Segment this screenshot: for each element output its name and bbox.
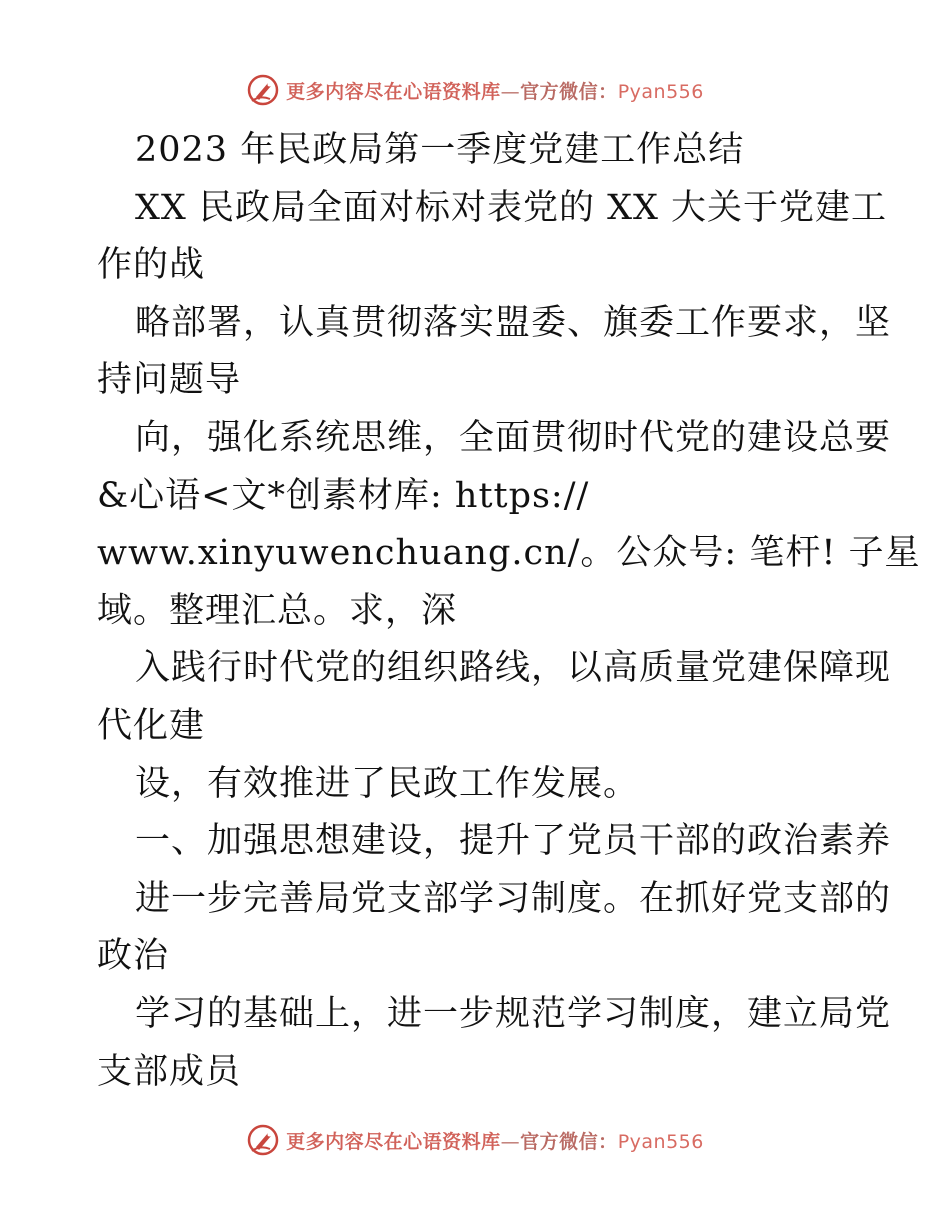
text-line: www.xinyuwenchuang.cn/。公众号: 笔杆! 子星	[97, 533, 921, 574]
banner-wechat-id: Pyan556	[617, 80, 704, 103]
text-line: 代化建	[97, 705, 206, 746]
text-line: 作的战	[97, 245, 206, 286]
document-body	[97, 122, 921, 1101]
text-line: 2023 年民政局第一季度党建工作总结	[135, 130, 745, 170]
text-line: 略部署，认真贯彻落实盟委、旗委工作要求，坚	[135, 302, 892, 343]
banner-wechat-id: Pyan556	[617, 1130, 704, 1153]
banner-wechat-label: 官方微信：	[520, 1130, 618, 1153]
text-line: 支部成员	[97, 1051, 242, 1092]
text-line: &心语<文*创素材库: https://	[97, 475, 590, 516]
banner-wechat-label: 官方微信：	[520, 80, 618, 103]
header-watermark-banner	[0, 70, 950, 110]
banner-site-text: 更多内容尽在心语资料库	[286, 1130, 501, 1153]
pen-nib-seal-icon	[246, 1123, 280, 1157]
text-line: XX 民政局全面对标对表党的 XX 大关于党建工	[135, 187, 888, 228]
text-line: 政治	[97, 936, 170, 977]
footer-watermark-banner	[0, 1120, 950, 1160]
banner-separator: —	[500, 1130, 521, 1153]
text-line: 学习的基础上，进一步规范学习制度，建立局党	[135, 993, 892, 1034]
text-line: 向，强化系统思维，全面贯彻时代党的建设总要	[135, 417, 892, 458]
banner-text	[286, 77, 704, 104]
text-line: 进一步完善局党支部学习制度。在抓好党支部的	[135, 878, 892, 919]
text-line: 设，有效推进了民政工作发展。	[135, 763, 640, 804]
text-line: 持问题导	[97, 360, 242, 401]
text-line: 入践行时代党的组织路线，以高质量党建保障现	[135, 648, 892, 689]
banner-site-text: 更多内容尽在心语资料库	[286, 80, 501, 103]
banner-separator: —	[500, 80, 521, 103]
text-line: 一、加强思想建设，提升了党员干部的政治素养	[135, 821, 892, 862]
text-line: 域。整理汇总。求，深	[97, 590, 458, 631]
banner-text	[286, 1127, 704, 1154]
pen-nib-seal-icon	[246, 73, 280, 107]
